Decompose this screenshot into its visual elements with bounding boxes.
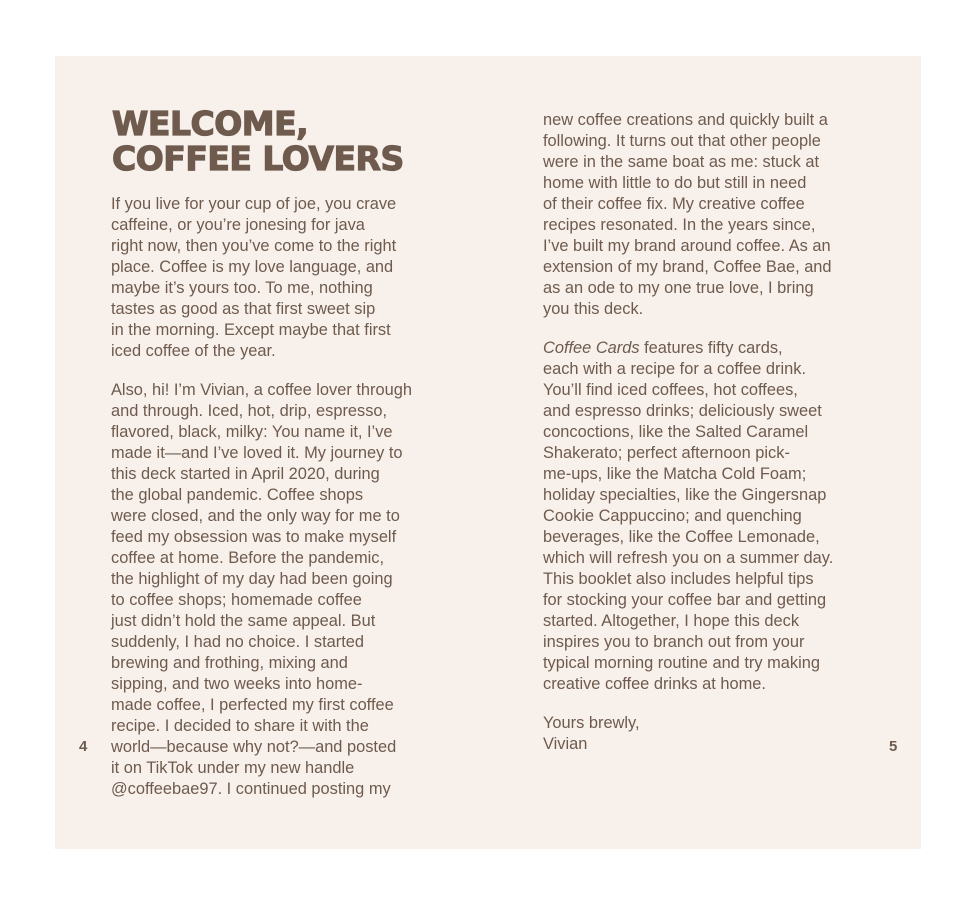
left-paragraph-2-line: made it—and I’ve loved it. My journey to xyxy=(111,444,403,462)
left-paragraph-2-line: made coffee, I perfected my first coffee xyxy=(111,696,394,714)
right-paragraph-2-line: Shakerato; perfect afternoon pick- xyxy=(543,444,790,462)
page-number-left: 4 xyxy=(79,738,88,755)
page-number-right: 5 xyxy=(889,738,898,755)
left-paragraph-2-line: were closed, and the only way for me to xyxy=(111,507,400,525)
left-paragraph-2-line: @coffeebae97. I continued posting my xyxy=(111,780,391,798)
left-paragraph-2-line: and through. Iced, hot, drip, espresso, xyxy=(111,402,388,420)
left-paragraph-1-line: caffeine, or you’re jonesing for java xyxy=(111,216,365,234)
right-paragraph-2-line: each with a recipe for a coffee drink. xyxy=(543,360,807,378)
left-paragraph-1-line: maybe it’s yours too. To me, nothing xyxy=(111,279,373,297)
right-paragraph-2-line: Cookie Cappuccino; and quenching xyxy=(543,507,802,525)
right-paragraph-3-line: Vivian xyxy=(543,735,588,753)
right-paragraph-2-line: creative coffee drinks at home. xyxy=(543,675,766,693)
right-paragraph-2-line: me-ups, like the Matcha Cold Foam; xyxy=(543,465,807,483)
paragraph-gap xyxy=(111,362,412,380)
left-paragraph-2-line: suddenly, I had no choice. I started xyxy=(111,633,364,651)
left-paragraph-2-line: flavored, black, milky: You name it, I’ve xyxy=(111,423,393,441)
right-paragraph-2-line: holiday specialties, like the Gingersnap xyxy=(543,486,827,504)
right-paragraph-2-line: and espresso drinks; deliciously sweet xyxy=(543,402,822,420)
title-line-2: COFFEE LOVERS xyxy=(112,139,404,178)
right-paragraph-2-line: started. Altogether, I hope this deck xyxy=(543,612,800,630)
left-paragraph-1-line: in the morning. Except maybe that first xyxy=(111,321,391,339)
left-paragraph-1-line: If you live for your cup of joe, you crave xyxy=(111,195,397,213)
right-paragraph-1-line: as an ode to my one true love, I bring xyxy=(543,279,814,297)
paragraph-gap xyxy=(543,695,833,713)
right-page-body xyxy=(543,110,833,755)
right-paragraph-2-line: You’ll find iced coffees, hot coffees, xyxy=(543,381,798,399)
right-paragraph-2-line: for stocking your coffee bar and getting xyxy=(543,591,827,609)
right-paragraph-1-line: recipes resonated. In the years since, xyxy=(543,216,816,234)
left-paragraph-2-line: recipe. I decided to share it with the xyxy=(111,717,369,735)
right-paragraph-1-line: you this deck. xyxy=(543,300,644,318)
left-paragraph-1-line: right now, then you’ve come to the right xyxy=(111,237,397,255)
right-paragraph-1-line: home with little to do but still in need xyxy=(543,174,807,192)
left-paragraph-2-line: sipping, and two weeks into home- xyxy=(111,675,363,693)
left-paragraph-2-line: world—because why not?—and posted xyxy=(111,738,397,756)
page-title xyxy=(112,106,404,176)
right-paragraph-2-line: beverages, like the Coffee Lemonade, xyxy=(543,528,820,546)
right-paragraph-2-line: concoctions, like the Salted Caramel xyxy=(543,423,809,441)
left-paragraph-2-line: the highlight of my day had been going xyxy=(111,570,393,588)
left-paragraph-2-line: this deck started in April 2020, during xyxy=(111,465,380,483)
left-paragraph-2-line: it on TikTok under my new handle xyxy=(111,759,355,777)
left-paragraph-2-line: Also, hi! I’m Vivian, a coffee lover through xyxy=(111,381,412,399)
right-paragraph-3-line: Yours brewly, xyxy=(543,714,640,732)
right-paragraph-2-line: inspires you to branch out from your xyxy=(543,633,805,651)
right-paragraph-2-line: Coffee Cards features fifty cards, xyxy=(543,339,783,357)
left-paragraph-1-line: iced coffee of the year. xyxy=(111,342,276,360)
right-paragraph-2-line: which will refresh you on a summer day. xyxy=(543,549,834,567)
book-title-italic: Coffee Cards xyxy=(543,339,640,357)
left-paragraph-2-line: coffee at home. Before the pandemic, xyxy=(111,549,385,567)
left-paragraph-2-line: to coffee shops; homemade coffee xyxy=(111,591,362,609)
left-paragraph-2-line: feed my obsession was to make myself xyxy=(111,528,397,546)
left-paragraph-2-line: brewing and frothing, mixing and xyxy=(111,654,348,672)
right-paragraph-1-line: following. It turns out that other people xyxy=(543,132,821,150)
left-paragraph-1-line: tastes as good as that first sweet sip xyxy=(111,300,376,318)
right-paragraph-1-line: I’ve built my brand around coffee. As an xyxy=(543,237,831,255)
left-paragraph-2-line: just didn’t hold the same appeal. But xyxy=(111,612,376,630)
paragraph-gap xyxy=(543,320,833,338)
left-page-body xyxy=(111,194,412,800)
left-paragraph-2-line: the global pandemic. Coffee shops xyxy=(111,486,364,504)
right-paragraph-1-line: were in the same boat as me: stuck at xyxy=(543,153,820,171)
right-paragraph-1-line: of their coffee fix. My creative coffee xyxy=(543,195,805,213)
right-paragraph-1-line: new coffee creations and quickly built a xyxy=(543,111,828,129)
right-paragraph-2-line: typical morning routine and try making xyxy=(543,654,820,672)
right-paragraph-2-line: This booklet also includes helpful tips xyxy=(543,570,814,588)
title-line-1: WELCOME, xyxy=(112,104,309,143)
right-paragraph-1-line: extension of my brand, Coffee Bae, and xyxy=(543,258,832,276)
left-paragraph-1-line: place. Coffee is my love language, and xyxy=(111,258,394,276)
